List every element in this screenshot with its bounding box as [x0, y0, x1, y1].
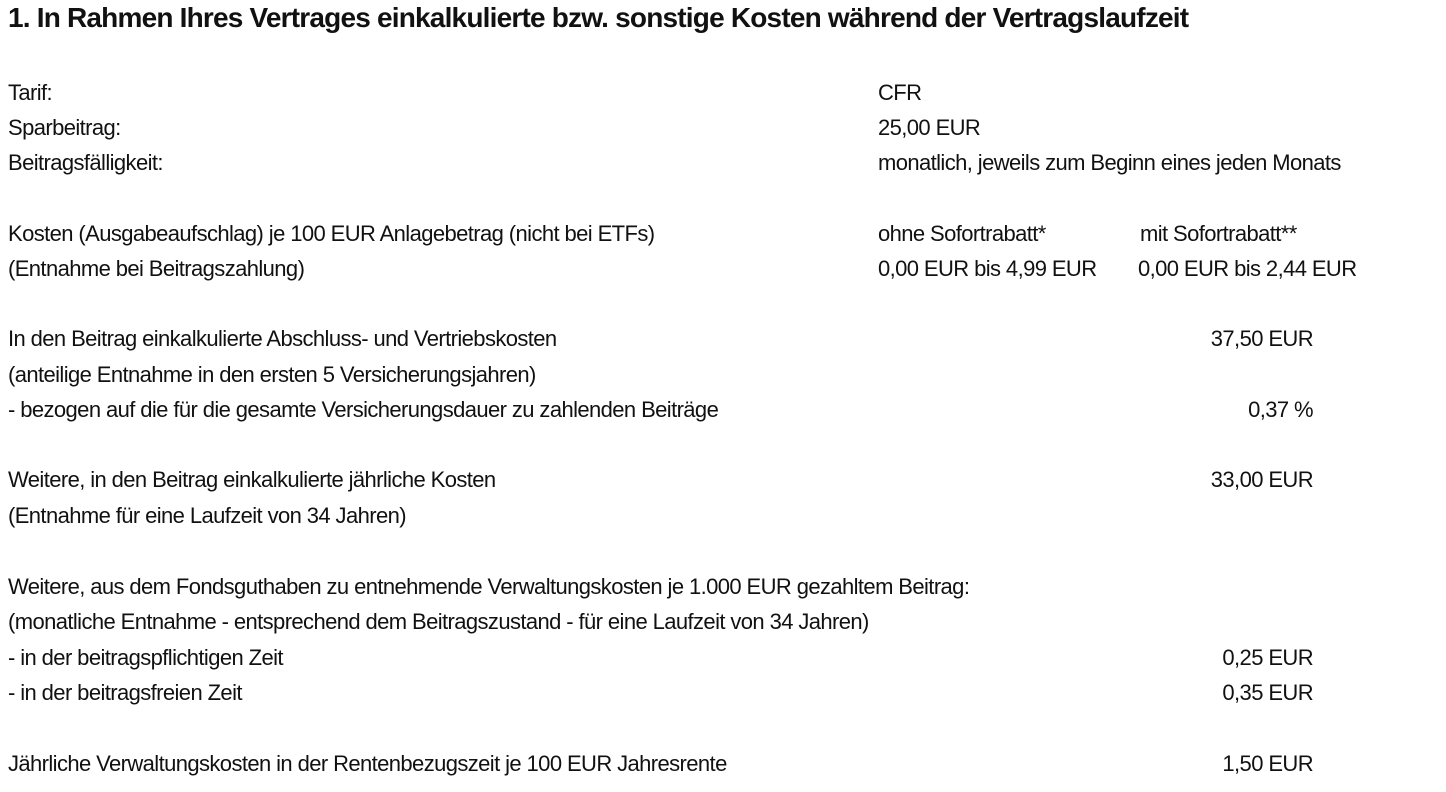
beitragspflichtige-zeit-value: 0,25 EUR: [1222, 645, 1313, 670]
beitragspflichtige-zeit-label: - in der beitragspflichtigen Zeit: [8, 645, 283, 670]
ausgabeaufschlag-label: Kosten (Ausgabeaufschlag) je 100 EUR Anlagebetrag (nicht bei ETFs): [8, 221, 655, 246]
tarif-value: CFR: [878, 80, 922, 105]
verwaltungskosten-sublabel: (monatliche Entnahme - entsprechend dem Beitragszustand - für eine Laufzeit von 34 Jahren): [8, 609, 869, 634]
abschlusskosten-percent-value: 0,37 %: [1248, 397, 1313, 422]
ausgabeaufschlag-sublabel: (Entnahme bei Beitragszahlung): [8, 256, 305, 281]
jaehrliche-kosten-value: 33,00 EUR: [1210, 467, 1313, 492]
rentenbezug-value: 1,50 EUR: [1222, 751, 1313, 776]
abschlusskosten-percent-label: - bezogen auf die für die gesamte Versicherungsdauer zu zahlenden Beiträge: [8, 397, 719, 422]
beitragsfaelligkeit-value: monatlich, jeweils zum Beginn eines jeden Monats: [878, 150, 1341, 175]
beitragsfaelligkeit-label: Beitragsfälligkeit:: [8, 150, 163, 175]
mit-sofortrabatt-header: mit Sofortrabatt**: [1140, 221, 1297, 246]
jaehrliche-kosten-sublabel: (Entnahme für eine Laufzeit von 34 Jahren): [8, 503, 406, 528]
abschlusskosten-label: In den Beitrag einkalkulierte Abschluss- und Vertriebskosten: [8, 326, 557, 351]
sparbeitrag-value: 25,00 EUR: [878, 115, 981, 140]
abschlusskosten-value: 37,50 EUR: [1210, 326, 1313, 351]
page-title: 1. In Rahmen Ihres Vertrages einkalkulierte bzw. sonstige Kosten während der Vertragslaufzeit: [8, 2, 1189, 33]
abschlusskosten-sublabel: (anteilige Entnahme in den ersten 5 Versicherungsjahren): [8, 362, 536, 387]
rentenbezug-label: Jährliche Verwaltungskosten in der Rentenbezugszeit je 100 EUR Jahresrente: [8, 751, 727, 776]
sparbeitrag-label: Sparbeitrag:: [8, 115, 121, 140]
mit-sofortrabatt-value: 0,00 EUR bis 2,44 EUR: [1138, 256, 1357, 281]
ohne-sofortrabatt-header: ohne Sofortrabatt*: [878, 221, 1046, 246]
tarif-label: Tarif:: [8, 80, 53, 105]
verwaltungskosten-label: Weitere, aus dem Fondsguthaben zu entnehmende Verwaltungskosten je 1.000 EUR gezahltem Beitrag:: [8, 574, 970, 599]
ohne-sofortrabatt-value: 0,00 EUR bis 4,99 EUR: [878, 256, 1097, 281]
beitragsfreie-zeit-label: - in der beitragsfreien Zeit: [8, 680, 242, 705]
jaehrliche-kosten-label: Weitere, in den Beitrag einkalkulierte jährliche Kosten: [8, 467, 496, 492]
beitragsfreie-zeit-value: 0,35 EUR: [1222, 680, 1313, 705]
